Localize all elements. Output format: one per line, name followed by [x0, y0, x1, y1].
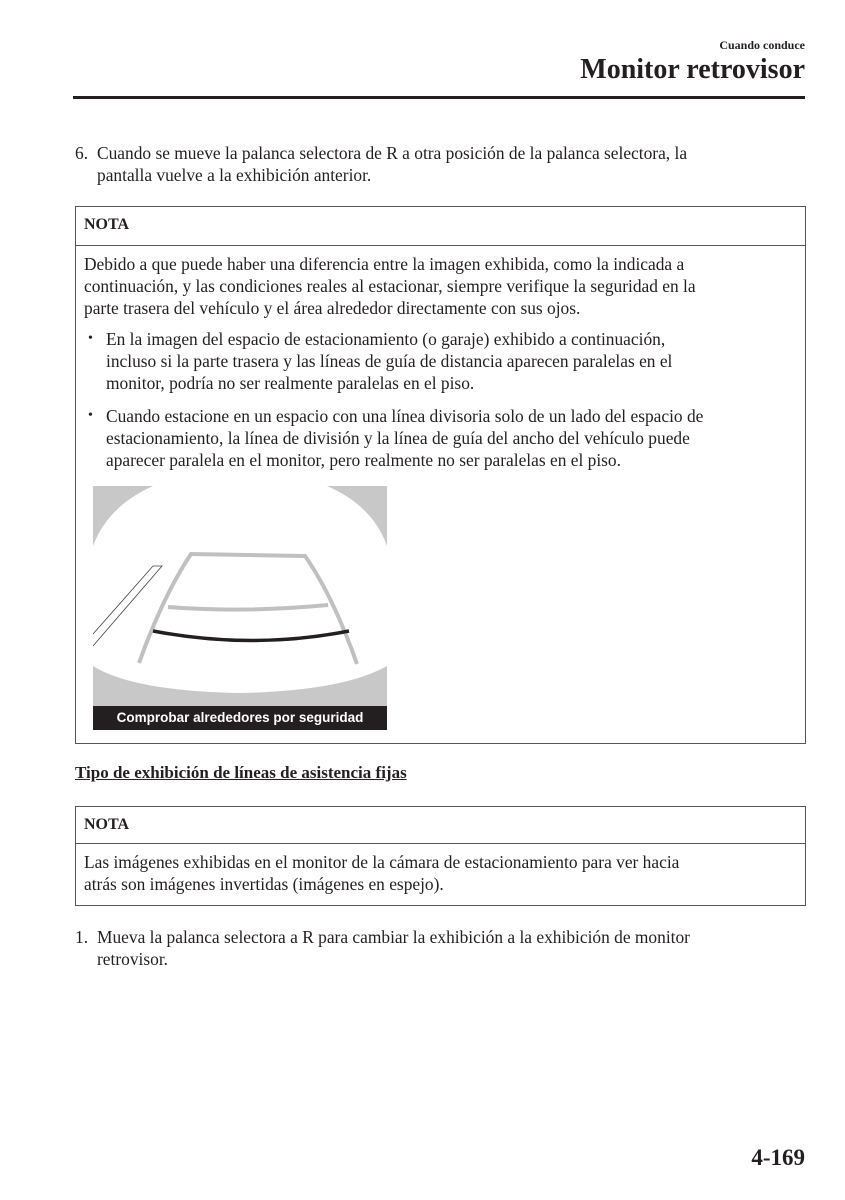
bullet-text-line: incluso si la parte trasera y las líneas de guía de distancia aparecen paralelas en el — [106, 351, 673, 371]
step-number: 1. — [75, 927, 89, 947]
bullet-text-line: En la imagen del espacio de estacionamiento (o garaje) exhibido a continuación, — [106, 329, 666, 349]
section-subheading: Tipo de exhibición de líneas de asistencia fijas — [75, 763, 407, 782]
page-number: 4-169 — [751, 1145, 805, 1170]
bullet-text-line: estacionamiento, la línea de división y la línea de guía del ancho del vehículo puede — [106, 428, 690, 448]
step-text-line: pantalla vuelve a la exhibición anterior. — [97, 165, 372, 185]
note-text-line: continuación, y las condiciones reales al estacionar, siempre verifique la seguridad en la — [84, 276, 696, 296]
camera-view-area — [93, 486, 387, 693]
step-text-line: Cuando se mueve la palanca selectora de R a otra posición de la palanca selectora, la — [97, 143, 688, 163]
note-label: NOTA — [84, 816, 130, 833]
note-text-line: atrás son imágenes invertidas (imágenes en espejo). — [84, 874, 444, 894]
rear-camera-illustration — [93, 486, 387, 730]
note-text-line: Debido a que puede haber una diferencia entre la imagen exhibida, como la indicada a — [84, 254, 685, 274]
header-rule — [73, 96, 805, 99]
step-number: 6. — [75, 143, 89, 163]
page-title: Monitor retrovisor — [580, 54, 805, 85]
note-box — [75, 806, 806, 906]
note-text-line: parte trasera del vehículo y el área alrededor directamente con sus ojos. — [84, 298, 581, 318]
section-label: Cuando conduce — [719, 38, 805, 52]
note-header — [76, 807, 805, 844]
note-text-line: Las imágenes exhibidas en el monitor de la cámara de estacionamiento para ver hacia — [84, 852, 680, 872]
note-label: NOTA — [84, 216, 130, 233]
step-text-line: Mueva la palanca selectora a R para cambiar la exhibición a la exhibición de monitor — [97, 927, 690, 947]
bullet-icon: • — [88, 408, 93, 423]
bullet-text-line: Cuando estacione en un espacio con una línea divisoria solo de un lado del espacio de — [106, 406, 704, 426]
step-text-line: retrovisor. — [97, 949, 168, 969]
figure-caption: Comprobar alrededores por seguridad — [116, 710, 364, 725]
note-header — [76, 207, 805, 246]
bullet-text-line: monitor, podría no ser realmente paralelas en el piso. — [106, 373, 475, 393]
bullet-text-line: aparecer paralela en el monitor, pero realmente no ser paralelas en el piso. — [106, 450, 621, 470]
bullet-icon: • — [88, 331, 93, 346]
